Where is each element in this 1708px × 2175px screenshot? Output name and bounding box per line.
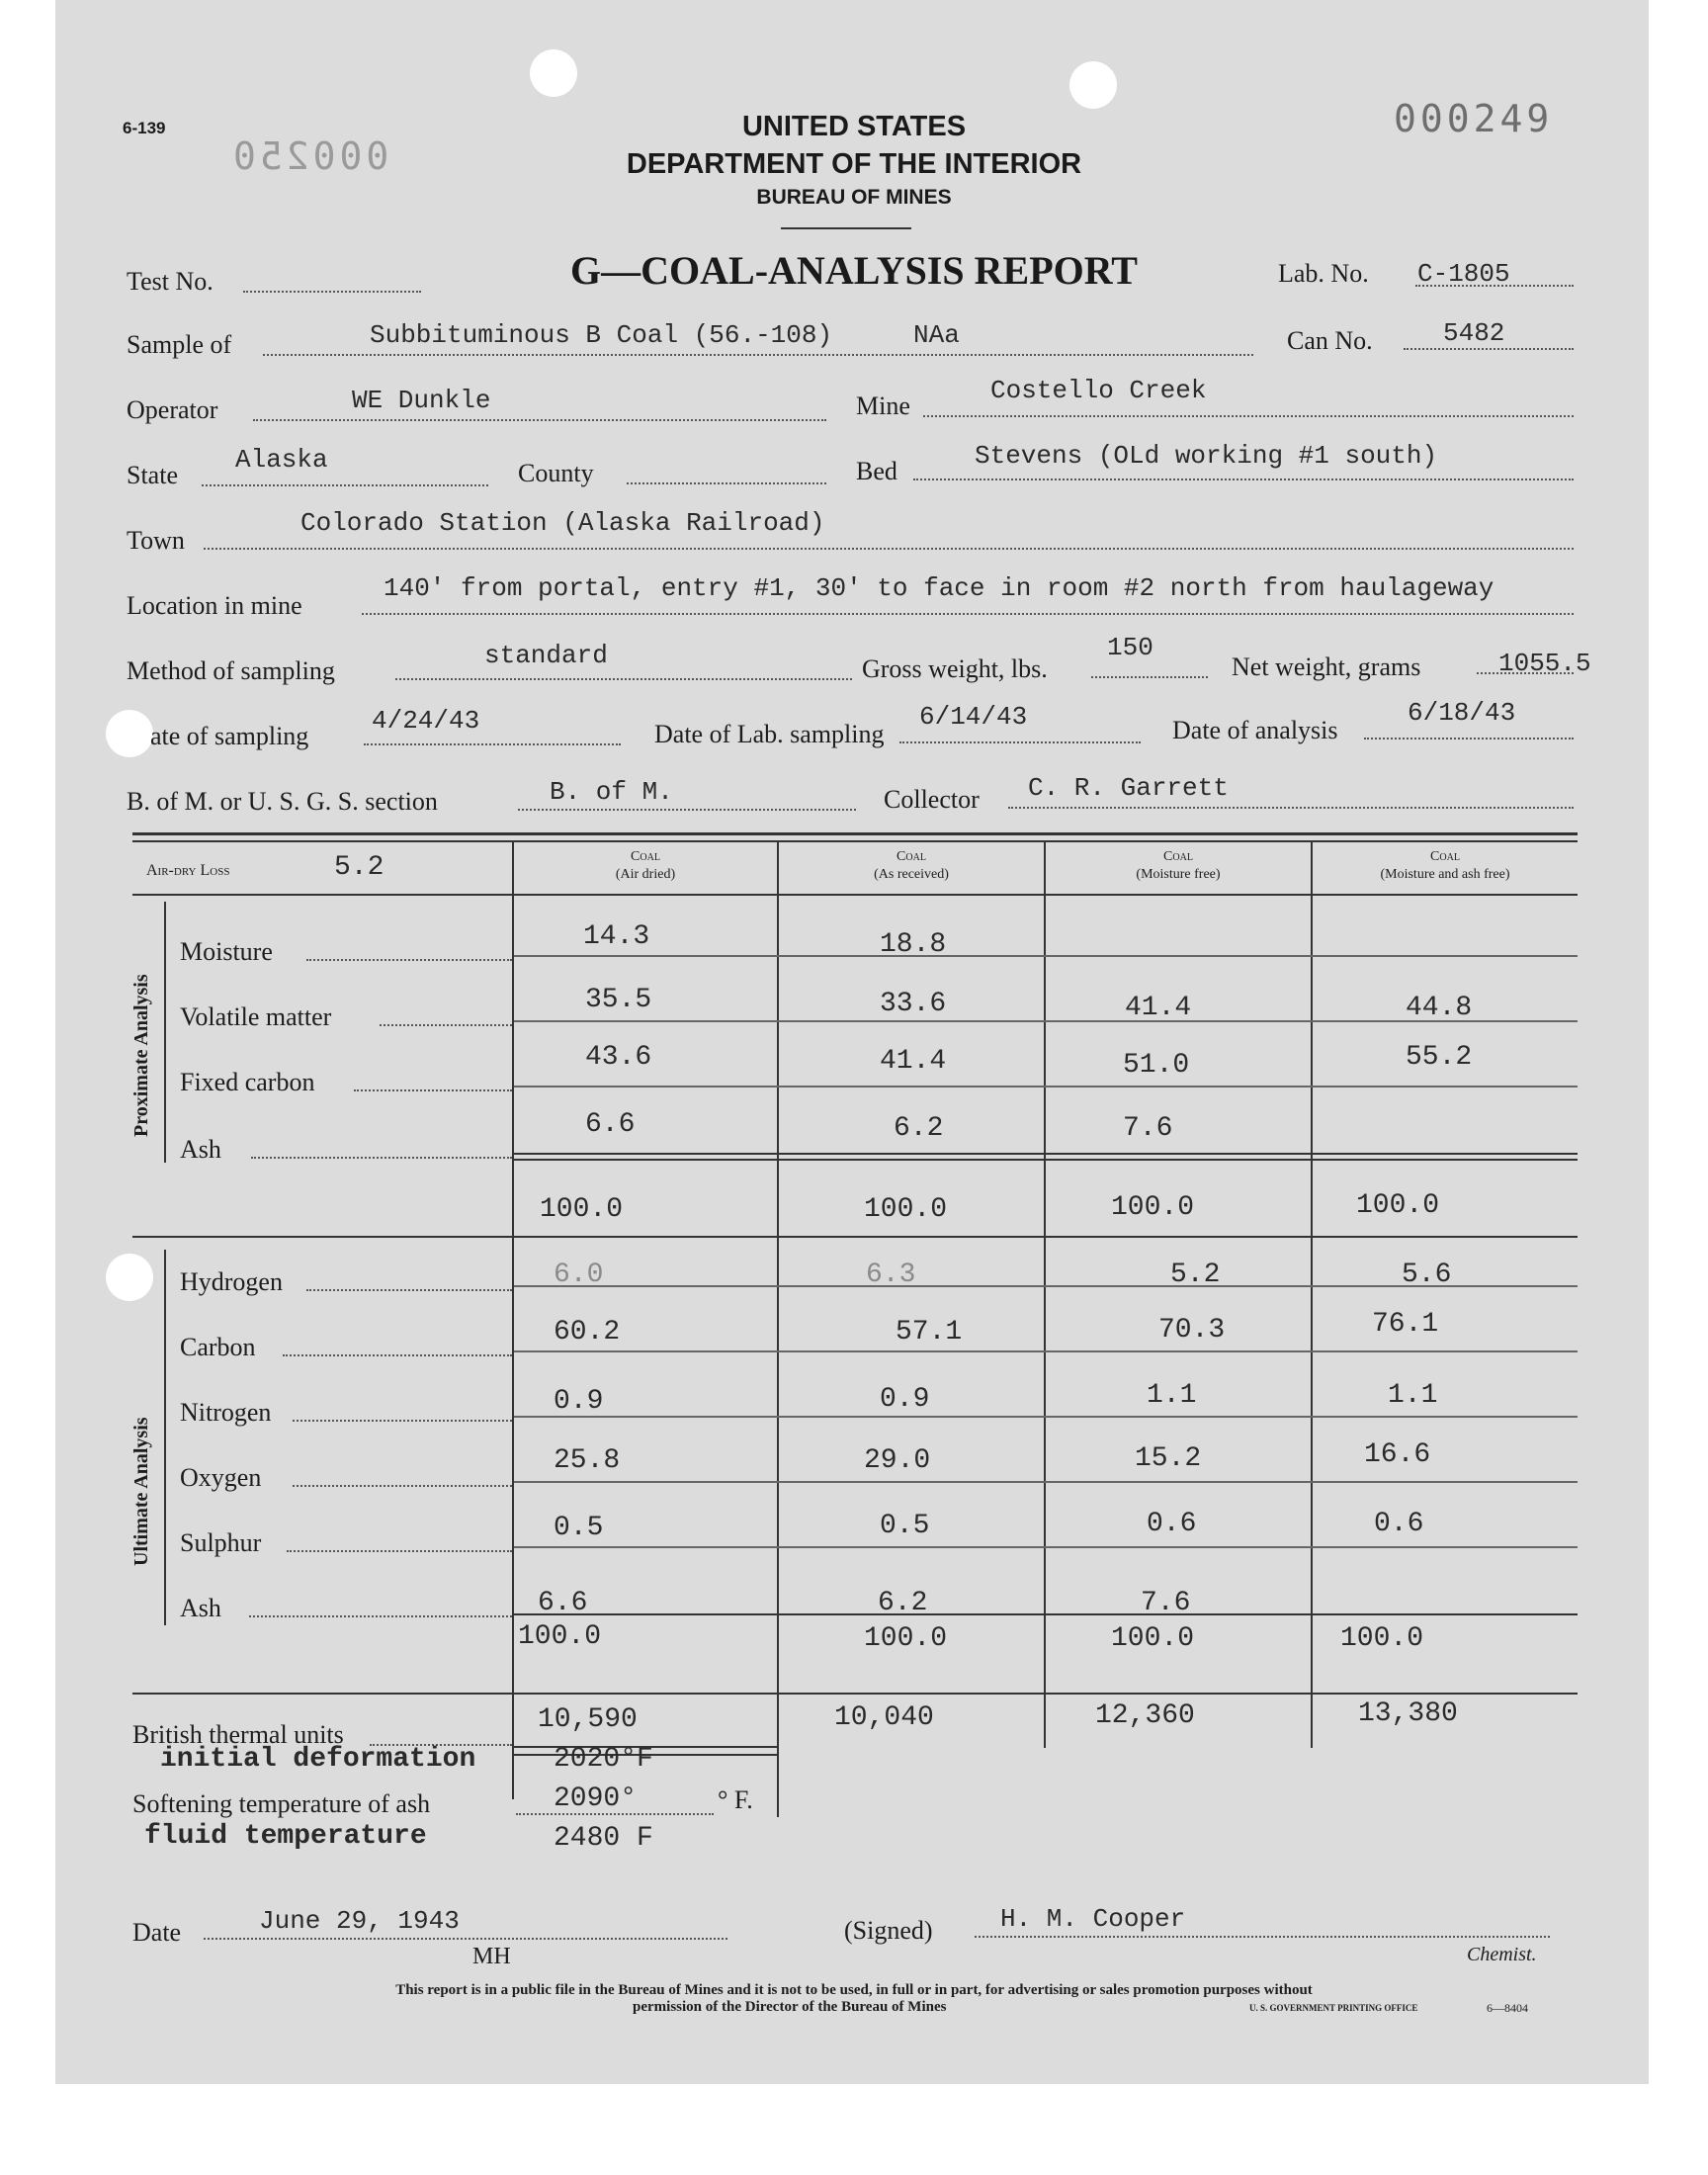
row-label-ultimate-ash: Ash [180,1594,221,1622]
row-line [354,1089,512,1091]
cell: 44.8 [1406,993,1473,1023]
col-head-air-dried: Coal (Air dried) [615,849,676,882]
operator-value: WE Dunkle [352,386,491,415]
cell: 0.9 [880,1384,930,1415]
section-line [518,809,856,811]
header-divider [781,227,911,229]
cell: 43.6 [585,1042,652,1073]
town-value: Colorado Station (Alaska Railroad) [300,508,825,538]
date-label: Date [132,1918,182,1947]
cell: 7.6 [1123,1113,1173,1144]
cell: 5.6 [1402,1260,1452,1290]
row-line [514,1350,1578,1352]
cell: 14.3 [583,921,650,952]
punch-hole [106,1254,153,1301]
county-label: County [518,459,594,487]
col-head-as-received: Coal (As received) [874,849,949,882]
cell: 5.2 [1170,1260,1221,1290]
cell: 55.2 [1406,1042,1473,1073]
net-weight-value: 1055.5 [1498,649,1591,678]
cell: 57.1 [896,1317,963,1348]
date-lab-value: 6/14/43 [919,702,1028,732]
agency-line-1: UNITED STATES [741,111,967,142]
cell: 76.1 [1372,1309,1439,1340]
cell: 51.0 [1123,1050,1190,1081]
operator-line [253,419,826,421]
method-value: standard [484,641,608,670]
date-lab-label: Date of Lab. sampling [654,720,885,748]
punch-hole [530,49,577,97]
cell: 6.3 [866,1260,916,1290]
btu-label: British thermal units [132,1720,344,1749]
collector-label: Collector [884,785,980,814]
collector-value: C. R. Garrett [1028,773,1229,803]
operator-label: Operator [127,395,218,424]
col-head-moisture-free: Coal (Moisture free) [1136,849,1221,882]
row-line [514,955,1578,957]
row-line [283,1354,512,1356]
cell: 1.1 [1388,1380,1438,1411]
row-label-hydrogen: Hydrogen [180,1267,283,1296]
can-no-value: 5482 [1443,318,1505,348]
table-top-rule [132,832,1578,835]
row-line [514,1416,1578,1418]
bed-value: Stevens (OLd working #1 south) [975,441,1438,471]
row-label-volatile: Volatile matter [180,1002,332,1031]
row-label-fixed-carbon: Fixed carbon [180,1068,315,1096]
date-line [204,1938,727,1940]
town-label: Town [127,526,185,555]
lab-no-value: C-1805 [1417,259,1510,289]
signed-value: H. M. Cooper [1000,1904,1186,1934]
signed-label: (Signed) [844,1916,933,1945]
cell: 7.6 [1141,1588,1191,1618]
row-line [514,1481,1578,1483]
method-line [395,678,852,680]
date-analysis-line [1364,738,1574,740]
serial-stamp: 000249 [1394,97,1554,140]
air-dry-rule [132,894,512,896]
btu-cell: 10,040 [834,1702,934,1733]
sample-of-label: Sample of [127,330,232,359]
row-line [251,1157,512,1159]
proximate-bracket [164,902,166,1163]
btu-cell: 13,380 [1358,1698,1458,1729]
total-cell: 100.0 [864,1194,948,1225]
disclaimer-line-1: This report is in a public file in the Bureau of Mines and it is not to be used, in full or in part, for advertising or sales promotion purposes without [395,1982,1313,1998]
softening-box-edge [777,1748,779,1817]
date-analysis-label: Date of analysis [1172,716,1338,744]
punch-hole [106,710,153,757]
agency-line-2: DEPARTMENT OF THE INTERIOR [626,148,1082,180]
total-cell: 100.0 [864,1623,948,1654]
cell: 6.2 [878,1588,928,1618]
cell: 6.6 [585,1109,636,1140]
location-label: Location in mine [127,591,302,620]
cell: 15.2 [1135,1443,1202,1474]
row-label-carbon: Carbon [180,1333,256,1361]
print-code: 6—8404 [1487,2001,1528,2015]
col-head-rule [512,894,1578,896]
state-value: Alaska [235,445,328,475]
cell: 6.6 [538,1588,588,1618]
softening-unit: ° F. [718,1785,753,1814]
date-sampling-line [364,743,621,745]
proximate-label: Proximate Analysis [130,974,152,1137]
cell: 18.8 [880,929,947,960]
cell: 41.4 [1125,993,1192,1023]
softening-label: Softening temperature of ash [132,1789,431,1818]
report-title: G—COAL-ANALYSIS REPORT [570,248,1138,293]
net-weight-label: Net weight, grams [1232,652,1421,681]
initial-deformation-value: 2020°F [554,1744,653,1775]
form-number: 6-139 [123,119,166,137]
row-line [306,959,512,961]
gross-weight-value: 150 [1107,633,1153,662]
collector-line [1008,807,1574,809]
row-rule [514,1153,1578,1155]
punch-hole [1069,61,1117,109]
chemist-label: Chemist. [1467,1944,1537,1965]
table-top-rule-2 [132,840,1578,842]
printing-office: U. S. GOVERNMENT PRINTING OFFICE [1249,2003,1418,2013]
test-no-line [243,291,421,293]
row-line [293,1420,512,1422]
btu-cell: 10,590 [538,1704,638,1735]
section-rule [132,1693,1578,1695]
date-sampling-label: ate of sampling [150,722,309,750]
bed-line [913,478,1574,480]
row-label-moisture: Moisture [180,937,273,966]
gross-weight-label: Gross weight, lbs. [862,654,1048,683]
btu-cell: 12,360 [1095,1700,1195,1731]
column-divider [777,842,779,1748]
lab-no-label: Lab. No. [1278,259,1369,288]
cell: 41.4 [880,1046,947,1077]
total-cell: 100.0 [518,1621,602,1652]
cell: 0.5 [880,1511,930,1541]
mine-label: Mine [856,392,910,420]
cell: 33.6 [880,989,947,1019]
cell: 0.6 [1147,1509,1197,1539]
column-divider [512,842,514,1799]
cell: 0.5 [554,1513,604,1543]
cell: 6.0 [554,1260,604,1290]
section-label: B. of M. or U. S. G. S. section [127,787,438,816]
can-no-line [1404,348,1574,350]
cell: 1.1 [1147,1380,1197,1411]
ultimate-bracket [164,1250,166,1625]
total-cell: 100.0 [1111,1192,1195,1223]
column-divider [1044,842,1046,1748]
row-label-ash: Ash [180,1135,221,1164]
sample-of-value: Subbituminous B Coal (56.-108) [370,320,833,350]
cell: 70.3 [1158,1315,1226,1346]
cell: 6.2 [894,1113,944,1144]
row-line [514,1546,1578,1548]
row-line [249,1615,512,1617]
air-dry-loss-label: Air-dry Loss [146,862,230,879]
column-divider [1311,842,1313,1748]
cell: 35.5 [585,985,652,1015]
initials: MH [472,1944,511,1969]
row-line [514,1086,1578,1088]
initial-deformation-label: initial deformation [160,1744,476,1775]
location-line [362,613,1574,615]
col-head-moisture-ash-free: Coal (Moisture and ash free) [1380,849,1510,882]
cell: 60.2 [554,1317,621,1348]
row-line [306,1289,512,1291]
date-analysis-value: 6/18/43 [1408,698,1516,728]
sample-of-line [263,354,1253,356]
bed-label: Bed [856,457,897,485]
disclaimer-line-2: permission of the Director of the Bureau of Mines [633,1999,947,2015]
cell: 25.8 [554,1445,621,1476]
air-dry-loss-value: 5.2 [334,852,384,883]
cell: 0.6 [1374,1509,1424,1539]
row-line [380,1024,512,1026]
date-lab-line [899,741,1141,743]
town-line [204,548,1574,550]
total-cell: 100.0 [540,1194,624,1225]
total-cell: 100.0 [1356,1190,1440,1221]
gross-weight-line [1091,676,1208,678]
date-value: June 29, 1943 [259,1906,460,1936]
row-line [293,1485,512,1487]
fluid-temperature-label: fluid temperature [144,1821,427,1852]
row-rule [514,1613,1578,1615]
method-label: Method of sampling [127,656,335,685]
cell: 29.0 [864,1445,931,1476]
row-label-nitrogen: Nitrogen [180,1398,272,1427]
mirrored-serial-stamp: 000250 [229,134,389,178]
total-cell: 100.0 [1111,1623,1195,1654]
sample-of-note: NAa [913,320,960,350]
mine-line [923,415,1574,417]
agency-line-3: BUREAU OF MINES [756,186,952,209]
softening-value: 2090° [554,1784,638,1814]
signature-line [975,1936,1550,1938]
row-label-sulphur: Sulphur [180,1528,262,1557]
fluid-temperature-value: 2480 F [554,1823,653,1854]
test-no-label: Test No. [127,267,214,296]
location-value: 140' from portal, entry #1, 30' to face in room #2 north from haulageway [384,573,1494,603]
row-rule [514,1159,1578,1161]
mine-value: Costello Creek [990,376,1207,405]
section-value: B. of M. [550,777,673,807]
can-no-label: Can No. [1287,326,1373,355]
cell: 16.6 [1364,1439,1431,1470]
ultimate-label: Ultimate Analysis [130,1417,152,1566]
cell: 0.9 [554,1386,604,1417]
total-cell: 100.0 [1340,1623,1424,1654]
row-line [287,1550,512,1552]
date-sampling-value: 4/24/43 [372,706,480,736]
row-label-oxygen: Oxygen [180,1463,262,1492]
county-line [627,482,826,484]
section-rule [132,1236,1578,1238]
state-line [202,484,488,486]
state-label: State [127,461,178,489]
